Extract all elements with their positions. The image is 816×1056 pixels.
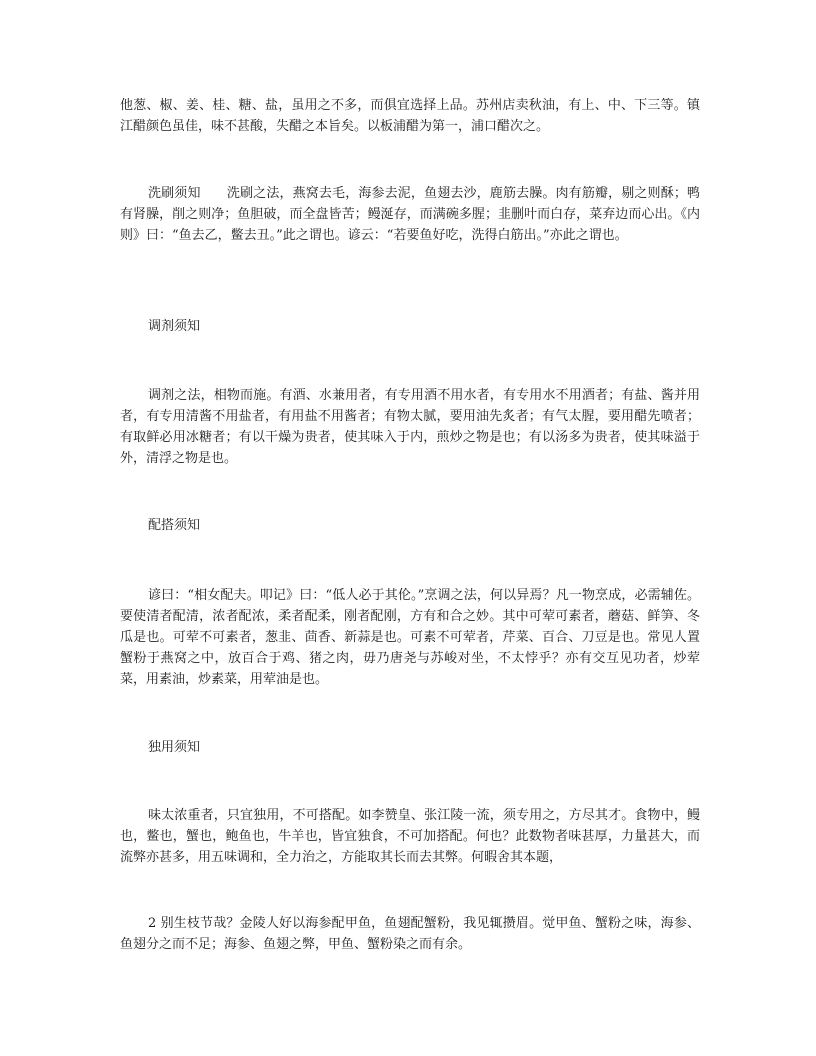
section-heading-pairing: 配搭须知	[148, 518, 201, 533]
paragraph-seasoning-method: 调剂之法，相物而施。有酒、水兼用者，有专用酒不用水者，有专用水不用酒者；有盐、酱并用者，有专用清酱不用盐者，有用盐不用酱者；有物太腻，要用油先炙者；有气太腥，要用醋先喷者；有取鲜必用冰糖者；有以干燥为贵者，使其味入于内，煎炒之物是也；有以汤多为贵者，使其味溢于外，清浮之物是也。	[120, 388, 700, 466]
paragraph-pairing: 谚曰：“相女配夫。叩记》曰：“低人必于其伦。”烹调之法，何以异焉？凡一物烹成，必需辅佐。要使清者配清，浓者配浓，柔者配柔，刚者配刚，方有和合之妙。其中可荤可素者，蘑菇、鲜笋、冬瓜是也。可荤不可素者，葱韭、茴香、新蒜是也。可素不可荤者，芹菜、百合、刀豆是也。常见人置蟹粉于燕窝之中，放百合于鸡、猪之肉，毋乃唐尧与苏峻对坐，不太悖乎？亦有交互见功者，炒荤菜，用素油，炒素菜，用荤油是也。	[120, 588, 700, 687]
section-heading-single-use: 独用须知	[148, 740, 201, 755]
paragraph-single-use-continued: 2 别生枝节哉？金陵人好以海参配甲鱼，鱼翅配蟹粉，我见辄攒眉。觉甲鱼、蟹粉之味，海参、鱼翅分之而不足；海参、鱼翅之弊，甲鱼、蟹粉染之而有余。	[120, 916, 700, 952]
paragraph-single-use: 味太浓重者，只宜独用，不可搭配。如李赞皇、张江陵一流，须专用之，方尽其才。食物中，鳗也，鳖也，蟹也，鲍鱼也，牛羊也，皆宜独食，不可加搭配。何也？此数物者味甚厚，力量甚大，而流弊亦甚多，用五味调和，全力治之，方能取其长而去其弊。何暇舍其本题，	[120, 808, 700, 865]
paragraph-seasoning-quality: 他葱、椒、姜、桂、糖、盐，虽用之不多，而俱宜选择上品。苏州店卖秋油，有上、中、下三等。镇江醋颜色虽佳，味不甚酸，失醋之本旨矣。以板浦醋为第一，浦口醋次之。	[120, 98, 700, 134]
paragraph-washing-section: 洗刷须知 洗刷之法，燕窝去毛，海参去泥，鱼翅去沙，鹿筋去臊。肉有筋瓣，剔之则酥；鸭有肾臊，削之则净；鱼胆破，而全盘皆苦；鳗涎存，而满碗多腥；韭删叶而白存，菜弃边而心出。《内则》曰：“鱼去乙，鳖去丑。”此之谓也。谚云：“若要鱼好吃，洗得白筋出。”亦此之谓也。	[120, 186, 700, 243]
section-heading-seasoning: 调剂须知	[148, 319, 201, 334]
